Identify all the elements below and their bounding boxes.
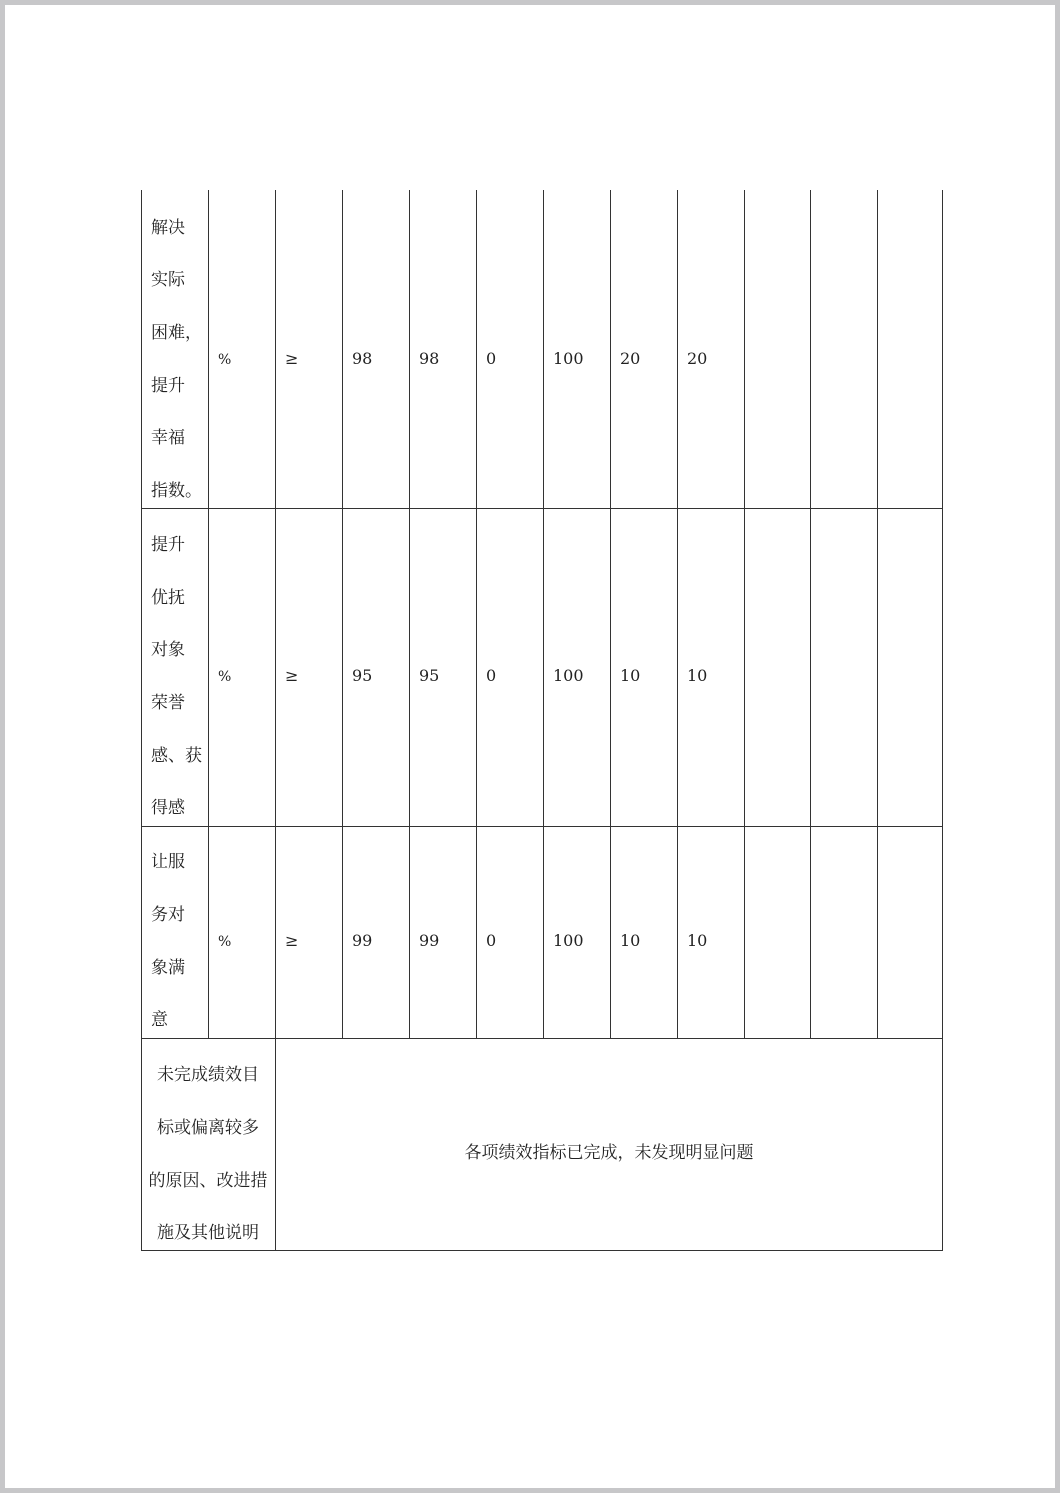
row-divider — [141, 1038, 943, 1039]
value-cell: 95 — [419, 666, 440, 685]
column-divider — [476, 190, 477, 1038]
value-cell: 20 — [620, 349, 641, 368]
value-cell: 100 — [553, 666, 584, 685]
column-divider — [877, 190, 878, 1038]
indicator-label-line: 感、获 — [151, 746, 202, 766]
indicator-label-line: 得感 — [151, 798, 185, 818]
value-cell: 100 — [553, 931, 584, 950]
indicator-label-line: 务对 — [151, 905, 185, 925]
column-divider — [810, 190, 811, 1038]
indicator-label-line: 困难， — [151, 323, 202, 343]
value-cell: 98 — [419, 349, 440, 368]
indicator-label-line: 荣誉 — [151, 693, 185, 713]
note-label-line: 施及其他说明 — [157, 1223, 259, 1243]
note-label-line: 的原因、改进措 — [148, 1171, 268, 1191]
unit-cell: % — [218, 352, 232, 368]
column-divider — [543, 190, 544, 1038]
note-label-line: 标或偏离较多 — [157, 1118, 259, 1138]
unit-cell: % — [218, 934, 232, 950]
indicator-label-line: 对象 — [151, 640, 185, 660]
value-cell: 20 — [687, 349, 708, 368]
indicator-label-line: 解决 — [151, 218, 185, 238]
operator-cell: ≥ — [285, 666, 299, 685]
indicator-label-line: 指数。 — [151, 481, 202, 501]
column-divider — [744, 190, 745, 1038]
indicator-label-line: 幸福 — [151, 428, 185, 448]
value-cell: 10 — [620, 666, 641, 685]
indicator-label-line: 提升 — [151, 535, 185, 555]
value-cell: 10 — [620, 931, 641, 950]
row-divider — [141, 826, 943, 827]
column-divider — [677, 190, 678, 1038]
value-cell: 0 — [486, 349, 497, 368]
value-cell: 95 — [352, 666, 373, 685]
value-cell: 0 — [486, 666, 497, 685]
column-divider — [610, 190, 611, 1038]
indicator-label-line: 实际 — [151, 270, 185, 290]
value-cell: 10 — [687, 931, 708, 950]
operator-cell: ≥ — [285, 931, 299, 950]
note-text: 各项绩效指标已完成，未发现明显问题 — [464, 1143, 754, 1163]
indicator-label-line: 让服 — [151, 852, 185, 872]
table-bottom-border — [141, 1250, 943, 1251]
performance-table — [141, 190, 943, 1251]
value-cell: 10 — [687, 666, 708, 685]
value-cell: 98 — [352, 349, 373, 368]
value-cell: 99 — [419, 931, 440, 950]
row-divider — [141, 508, 943, 509]
value-cell: 99 — [352, 931, 373, 950]
indicator-label-line: 提升 — [151, 376, 185, 396]
unit-cell: % — [218, 669, 232, 685]
value-cell: 0 — [486, 931, 497, 950]
indicator-label-line: 优抚 — [151, 588, 185, 608]
column-divider — [409, 190, 410, 1038]
column-divider — [275, 190, 276, 1251]
column-divider — [208, 190, 209, 1038]
table-left-border — [141, 190, 142, 1251]
column-divider — [342, 190, 343, 1038]
table-right-border — [942, 190, 943, 1251]
value-cell: 100 — [553, 349, 584, 368]
indicator-label-line: 象满 — [151, 958, 185, 978]
operator-cell: ≥ — [285, 349, 299, 368]
note-label-line: 未完成绩效目 — [157, 1065, 259, 1085]
indicator-label-line: 意 — [151, 1010, 168, 1030]
